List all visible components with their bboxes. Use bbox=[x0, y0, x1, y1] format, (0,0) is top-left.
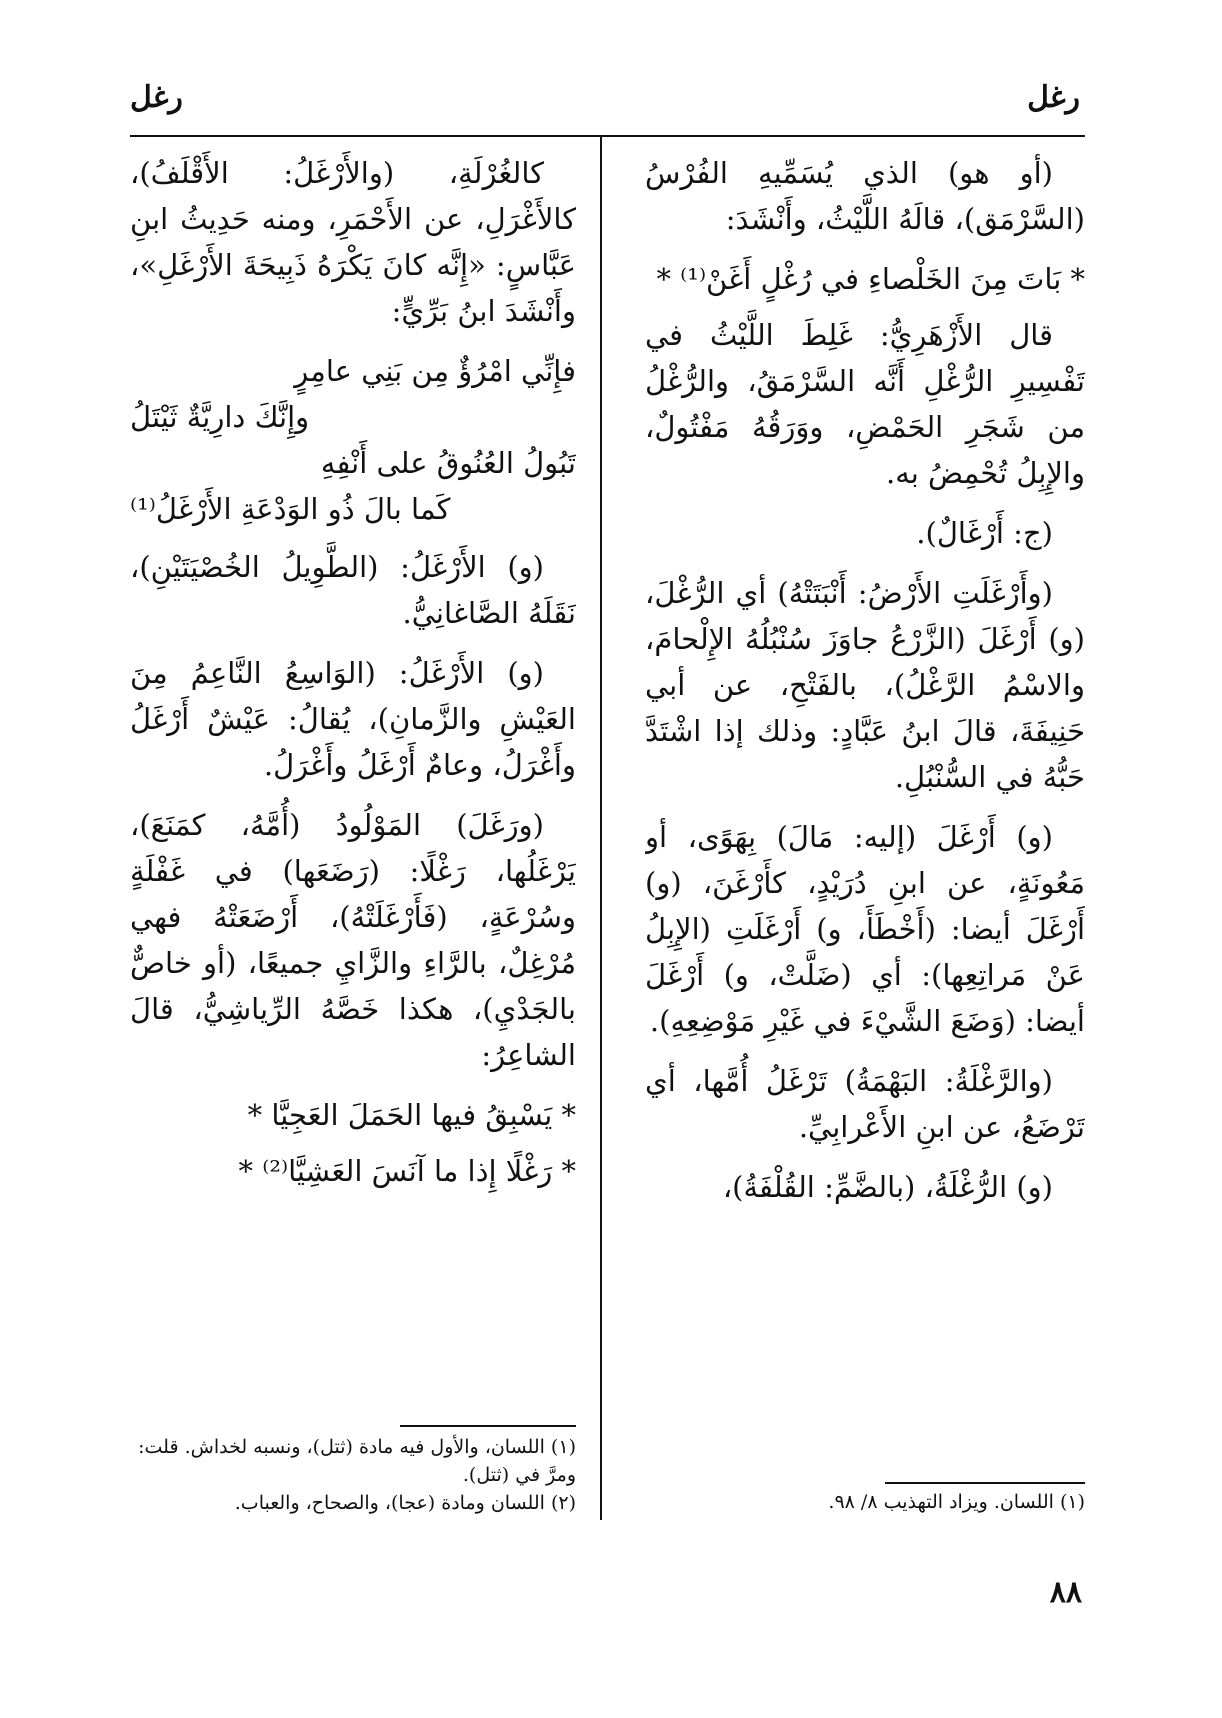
header-rule bbox=[130, 135, 1085, 137]
poem-hemistich: تَبُولُ العُنُوقُ على أَنْفِهِ bbox=[320, 446, 576, 480]
verse-line: * يَسْبِقُ فيها الحَمَلَ العَجِيَّا * bbox=[247, 1098, 576, 1132]
right-column bbox=[645, 150, 1085, 1480]
entry-paragraph: (والرَّغْلَةُ: البَهْمَةُ) تَرْغَلُ أُمَّها، أي تَرْضَعُ، عن ابنِ الأَعْرابِيِّ. bbox=[645, 1064, 1085, 1144]
entry-paragraph: (و) الأَرْغَلُ: (الطَّوِيلُ الخُصْيَتَيْنِ)، نَقَلَهُ الصَّاغانِيُّ. bbox=[130, 550, 576, 630]
entry-paragraph: (ورَغَلَ) المَوْلُودُ (أُمَّهُ، كمَنَعَ)، يَرْغَلُها، رَغْلًا: (رَضَعَها) في غَفْلَةٍ وسُرْعَةٍ، (فَأَرْغَلَتْهُ)، أَرْضَعَتْهُ فهي مُرْغِلٌ، بالرَّاءِ والزَّايِ جميعًا، (أو خاصٌّ بالجَدْيِ)، هكذا خَصَّهُ الرِّياشِيُّ، قالَ الشاعِرُ: bbox=[130, 808, 576, 1072]
footnote: (١) اللسان، والأول فيه مادة (ثتل)، ونسبه لخداش. قلت: ومرَّ في (ثتل). bbox=[138, 1436, 576, 1486]
poem-block bbox=[130, 348, 576, 532]
header-left-word: رغل bbox=[130, 80, 183, 115]
left-column bbox=[130, 150, 576, 1460]
entry-paragraph: قال الأَزْهَرِيُّ: غَلِطَ اللَّيْثُ في تَفْسِيرِ الرُّغْلِ أَنَّه السَّرْمَقُ، والرُّغْلُ من شَجَرِ الحَمْضِ، ووَرَقُهُ مَفْتُولٌ، والإِبِلُ تُحْمِضُ به. bbox=[645, 318, 1085, 490]
entry-paragraph: (و) الرُّغْلَةُ، (بالضَّمِّ: القُلْفَةُ)، bbox=[722, 1170, 1053, 1204]
footnotes-left bbox=[130, 1433, 576, 1517]
verse-line: * بَاتَ مِنَ الخَلْصاءِ في رُغْلٍ أَغَنْ⁽¹⁾ * bbox=[656, 262, 1085, 296]
column-divider bbox=[600, 137, 602, 1520]
footnote: (١) اللسان. ويزاد التهذيب ٨/ ٩٨. bbox=[828, 1491, 1085, 1513]
entry-paragraph: (و) أَرْغَلَ (إليه: مَالَ) بِهَوًى، أو مَعُونَةٍ، عن ابنِ دُرَيْدٍ، كأَرْغَنَ، (و) أَرْغَلَ أيضا: (أَخْطَأَ، و) أَرْغَلَتِ (الإِبِلُ عَنْ مَراتِعِها): أي (ضَلَّتْ، و) أَرْغَلَ أيضا: (وَضَعَ الشَّيْءَ في غَيْرِ مَوْضِعِهِ). bbox=[645, 820, 1085, 1038]
footnotes-right bbox=[645, 1488, 1085, 1516]
header-right-word: رغل bbox=[1027, 80, 1080, 115]
verse-line: * رَغْلًا إِذا ما آنَسَ العَشِيَّا⁽²⁾ * bbox=[238, 1154, 576, 1188]
page-number: ٨٨ bbox=[1049, 1575, 1082, 1610]
entry-paragraph: (وأَرْغَلَتِ الأَرْضُ: أَنْبَتَتْهُ) أي الرُّغْلَ، (و) أَرْغَلَ (الزَّرْعُ جاوَزَ سُنْبُلُهُ الإِلْحامَ، والاسْمُ الرَّغْلُ)، بالفَتْحِ، عن أبي حَنِيفَةَ، قالَ ابنُ عَبَّادٍ: وذلك إذا اشْتَدَّ حَبُّهُ في السُّنْبُلِ. bbox=[645, 576, 1085, 794]
footnote-rule-right bbox=[885, 1482, 1085, 1484]
entry-paragraph: (ج: أَرْغَالٌ). bbox=[916, 516, 1053, 550]
entry-paragraph: (أو هو) الذي يُسَمِّيهِ الفُرْسُ (السَّرْمَق)، قالَهُ اللَّيْثُ، وأَنْشَدَ: bbox=[645, 156, 1085, 236]
poem-hemistich: فإِنِّي امْرُؤٌ مِن بَنِي عامِرٍ bbox=[294, 354, 576, 388]
footnote-rule-left bbox=[400, 1425, 576, 1427]
poem-hemistich: وإِنَّكَ دارِيَّةٌ ثَيْتَلُ bbox=[130, 400, 310, 434]
entry-paragraph: كالغُرْلَةِ، (والأَرْغَلُ: الأَقْلَفُ)، كالأَغْرَلِ، عن الأَحْمَرِ، ومنه حَدِيثُ ابنِ عَبَّاسٍ: «إِنَّه كانَ يَكْرَهُ ذَبِيحَةَ الأَرْغَلِ»، وأَنْشَدَ ابنُ بَرِّيٍّ: bbox=[130, 156, 576, 328]
footnote: (٢) اللسان ومادة (عجا)، والصحاح، والعباب. bbox=[234, 1492, 576, 1514]
poem-hemistich: كَما بالَ ذُو الوَدْعَةِ الأَرْغَلُ⁽¹⁾ bbox=[130, 492, 451, 526]
entry-paragraph: (و) الأَرْغَلُ: (الوَاسِعُ النَّاعِمُ مِنَ العَيْشِ والزَّمانِ)، يُقالُ: عَيْشٌ أَرْغَلُ وأَغْرَلُ، وعامٌ أَرْغَلُ وأَغْرَلُ. bbox=[130, 656, 576, 782]
